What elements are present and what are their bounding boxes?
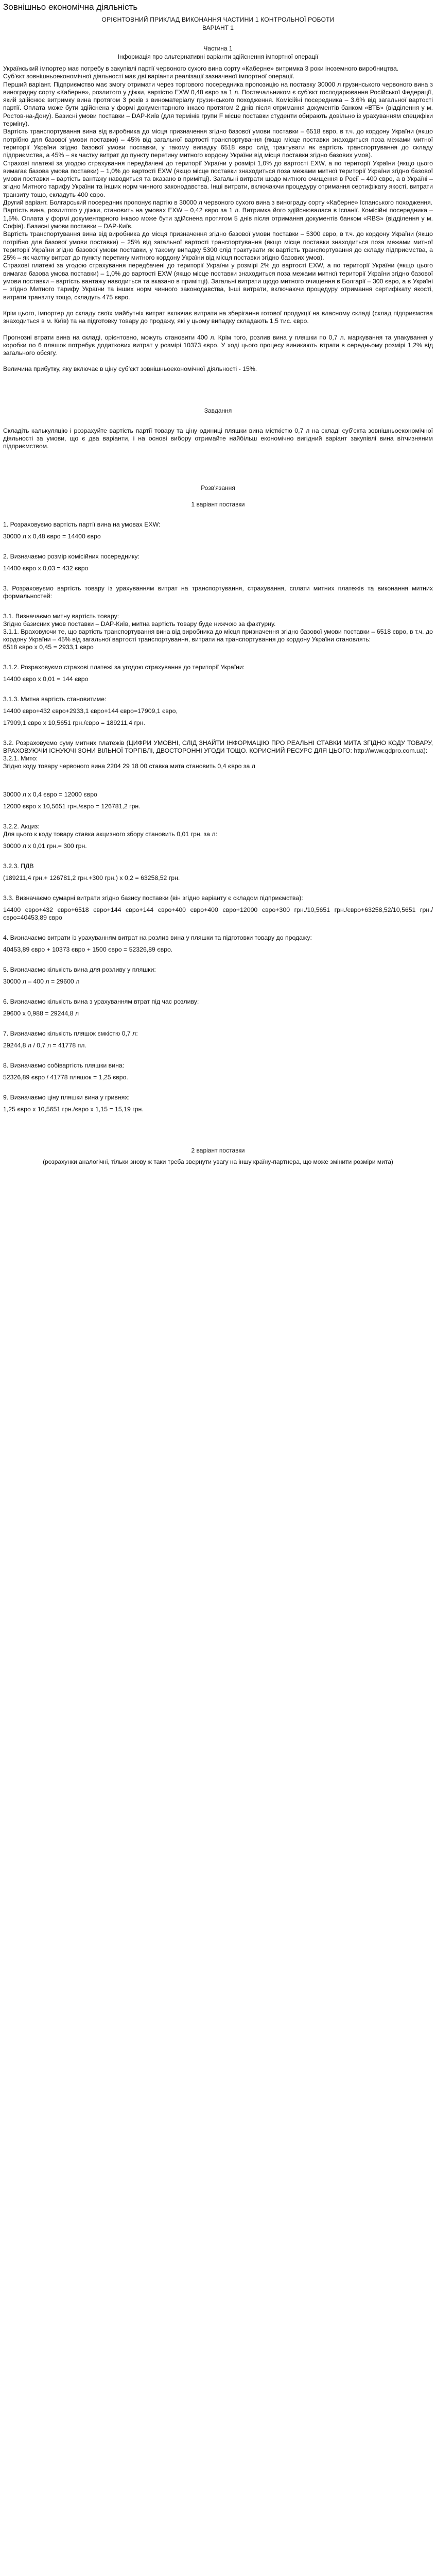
calculation-line: 4. Визначаємо витрати із урахуванням витрат на розлив вина у пляшки та підготовки товару до продажу: xyxy=(3,934,312,941)
calculation-line: 9. Визначаємо ціну пляшки вина у гривнях: xyxy=(3,1093,130,1101)
calculation-line: 1. Розраховуємо вартість партії вина на умовах EXW: xyxy=(3,520,161,528)
part1-paragraph: Страхові платежі за угодою страхування передбачені до території України у розмірі 1,0% до вартості EXW, а по території України (якщо цього вимагає базова умова поставки) – 1,0% до вартості EXW (якщо місце поставки знаходиться поза межами митної території України згідно базової умови поставки – вартість вантажу наводиться та вказано в примітці). Загальні витрати щодо митного очищення в Росії – 400 євро, а в Україні – згідно Митного тарифу України та інших норм чинного законодавства. Інші витрати, включаючи процедуру отримання сертифікату якості, витрати транзиту тощо, складуть 400 євро. xyxy=(3,159,433,198)
part1-paragraph: Крім цього, імпортер до складу своїх майбутніх витрат включає витрати на зберігання готової продукції на власному складі (склад підприємства знаходиться в м. Київ) та на підготовку товару до продажу, які у цьому випадку складають 1,5 тис. євро. xyxy=(3,309,433,325)
calculation-line: 17909,1 євро х 10,5651 грн./євро = 189211,4 грн. xyxy=(3,719,145,726)
task-text: Складіть калькуляцію і розрахуйте вартість партії товару та ціну одиниці пляшки вина місткістю 0,7 л на складі суб'єкта зовнішньоекономічної діяльності за умови, що є два варіанти, і на основі вибору отримайте найбільш економічно вигідний варіант закупівлі вина вітчизняним підприємством. xyxy=(3,427,433,450)
calculation-line: 3.3. Визначаємо сумарні витрати згідно базису поставки (він згідно варіанту є складом підприємства): xyxy=(3,894,303,902)
calculation-line: 2. Визначаємо розмір комісійних посереднику: xyxy=(3,552,139,560)
calculation-line: 30000 л х 0,01 грн.= 300 грн. xyxy=(3,842,87,850)
solution-heading: Розв'язання xyxy=(201,484,235,492)
calculation-line: 29244,8 л / 0,7 л = 41778 пл. xyxy=(3,1041,86,1049)
part1-paragraph: Суб'єкт зовнішньоекономічної діяльності має дві варіанти реалізації зазначеної імпортної операції. xyxy=(3,73,294,80)
calculation-line: 30000 л х 0,48 євро = 14400 євро xyxy=(3,532,101,540)
variant1-heading: 1 варіант поставки xyxy=(191,500,245,508)
part1-body xyxy=(3,65,433,374)
document-title: Зовнішньо економічна діяльність xyxy=(3,2,138,12)
calculation-line: 8. Визначаємо собівартість пляшки вина: xyxy=(3,1061,125,1069)
document-page xyxy=(0,0,436,1166)
calculation-line: 12000 євро х 10,5651 грн./євро = 126781,2 грн. xyxy=(3,802,141,810)
part1-paragraph: Страхові платежі за угодою страхування передбачені до території України у розмірі 2% до вартості EXW, а по території України (якщо цього вимагає базова умова поставки) – 1,0% до вартості EXW (якщо місце поставки знаходиться поза межами митної території України згідно базової умови поставки – вартість вантажу наводиться та вказано в примітці). Загальні витрати щодо митного очищення в Болгарії – 300 євро, а в Україні – згідно Митного тарифу України та інших норм чинного законодавства, Інші витрати, включаючи процедуру отримання сертифікату якості, витрати транзиту тощо, складуть 475 євро. xyxy=(3,262,433,301)
calculation-line: 30000 л – 400 л = 29600 л xyxy=(3,977,80,985)
task-heading: Завдання xyxy=(204,406,232,414)
part1-paragraph: Прогнозні втрати вина на складі, орієнтовно, можуть становити 400 л. Крім того, розлив вина у пляшки по 0,7 л. маркування та упакування у коробки по 6 пляшок потребує додаткових витрат у розмірі 10373 євро. У ході цього процесу виникають втрати в середньому розмірі 1,2% від загального обсягу. xyxy=(3,333,433,357)
calculation-line: 1,25 євро х 10,5651 грн./євро х 1,15 = 15,19 грн. xyxy=(3,1105,144,1113)
calculation-steps xyxy=(3,521,433,1113)
part1-paragraph: Український імпортер має потребу в закупівлі партії червоного сухого вина сорту «Каберне» витримка 3 роки іноземного виробництва. xyxy=(3,65,399,72)
calculation-line: 7. Визначаємо кількість пляшок ємкістю 0,7 л: xyxy=(3,1029,138,1037)
calculation-line: 14400 євро+432 євро+6518 євро+144 євро+144 євро+400 євро+400 євро+12000 євро+300 грн./10,5651 грн./євро+63258,52/10,5651 грн./євро=40453,89 євро xyxy=(3,906,433,921)
calculation-line: 3.2.1. Мито: xyxy=(3,754,38,762)
document-subtitle: ОРІЄНТОВНИЙ ПРИКЛАД ВИКОНАННЯ ЧАСТИНИ 1 КОНТРОЛЬНОЇ РОБОТИ xyxy=(101,16,335,23)
calculation-line: Для цього к коду товару ставка акцизного збору становить 0,01 грн. за л: xyxy=(3,830,217,838)
calculation-line: 52326,89 євро / 41778 пляшок = 1,25 євро. xyxy=(3,1073,128,1081)
calculation-line: 3. Розраховуємо вартість товару із урахуванням витрат на транспортування, страхування, сплати митних платежів та виконання митних формальностей: xyxy=(3,584,433,600)
part1-heading: Частина 1 xyxy=(203,45,233,52)
variant2-note: (розрахунки аналогічні, тільки знову ж таки треба звернути увагу на іншу країну-партнера, що може змінити розміри мита) xyxy=(43,1158,393,1165)
part1-paragraph: Другий варіант. Болгарський посередник пропонує партію в 30000 л червоного сухого вина з винограду сорту «Каберне» Іспанського походження. xyxy=(3,199,433,207)
calculation-line: Згідно базисних умов поставки – DAP-Київ, митна вартість товару буде нижчою за фактурну. xyxy=(3,620,276,628)
calculation-line: 14400 євро х 0,03 = 432 євро xyxy=(3,564,89,572)
calculation-line: 5. Визначаємо кількість вина для розливу у пляшки: xyxy=(3,965,156,973)
calculation-line: 3.2.2. Акциз: xyxy=(3,822,40,830)
calculation-line: 3.2. Розраховуємо суму митних платежів (ЦИФРИ УМОВНІ, СЛІД ЗНАЙТИ ІНФОРМАЦІЮ ПРО РЕАЛЬНІ СТАВКИ МИТА ЗГІДНО КОДУ ТОВАРУ, ВРАХОВУЮЧИ ІСНУЮЧІ ЗОНИ ВІЛЬНОЇ ТОРГІВЛІ, ДВОСТОРОННІ УГОДИ ТОЩО. КОРИСНИЙ РЕСУРС ДЛЯ ЦЬОГО: http://www.qdpro.com.ua): xyxy=(3,739,433,754)
part1-paragraph: Перший варіант. Підприємство має змогу отримати через торгового посередника пропозицію на поставку 30000 л грузинського червоного вина з виноградну сорту «Каберне», розлитого у діжки, вартістю EXW 0,48 євро за 1 л. Постачальником є суб'єкт господарювання Російської Федерації, який здійснює витримку вина протягом 3 років з виноматеріалу грузинського походження. Комісійні посередника – 3.6% від загальної вартості партії. Оплата може бути здійснена у формі документарного інкасо протягом 2 днів після отримання документів банком «ВТБ» (відділення у м. Ростов-на-Дону). Базисні умови поставки – DAP-Київ (для термінів групи F місце поставки студенти обирають довільно із урахуванням специфіки терміну). xyxy=(3,80,433,128)
part1-paragraph: Вартість вина, розлитого у діжки, становить на умовах EXW – 0,42 євро за 1 л. Витримка його здійснювалася в Іспанії. Комісійні посередника – 1,5%. Оплата у формі документарного інкасо може бути здійснена протягом 5 днів після отримання документів банком «RBS» (відділення у м. Софія). Базисні умови поставки – DAP-Київ. xyxy=(3,207,433,230)
calculation-line: 3.1. Визначаємо митну вартість товару: xyxy=(3,612,119,620)
calculation-line: 30000 л х 0,4 євро = 12000 євро xyxy=(3,790,97,798)
calculation-line: (189211,4 грн.+ 126781,2 грн.+300 грн.) х 0,2 = 63258,52 грн. xyxy=(3,874,180,882)
calculation-line: 14400 євро х 0,01 = 144 євро xyxy=(3,675,89,683)
calculation-line: 3.1.1. Враховуючи те, що вартість транспортування вина від виробника до місця призначення згідно базової умови поставки – 6518 євро, в т.ч. до кордону України – 45% від загальної вартості транспортування, витрати на транспортування до кордону України становлять: xyxy=(3,628,433,643)
part1-subheading: Інформація про альтернативні варіанти здійснення імпортної операції xyxy=(117,53,319,60)
part1-paragraph: Величина прибутку, яку включає в ціну суб'єкт зовнішньоекономічної діяльності - 15%. xyxy=(3,365,257,373)
calculation-line: 6. Визначаємо кількість вина з урахуванням втрат під час розливу: xyxy=(3,997,199,1005)
variant2-heading: 2 варіант поставки xyxy=(191,1146,245,1154)
variant-label: ВАРІАНТ 1 xyxy=(202,24,234,31)
calculation-line: 3.1.2. Розраховуємо страхові платежі за угодою страхування до території України: xyxy=(3,663,245,671)
calculation-line: Згідно коду товару червоного вина 2204 29 18 00 ставка мита становить 0,4 євро за л xyxy=(3,762,255,770)
calculation-line: 3.2.3. ПДВ xyxy=(3,862,34,870)
part1-paragraph: Вартість транспортування вина від виробника до місця призначення згідно базової умови поставки – 5300 євро, в т.ч. до кордону України (якщо потрібно для базової умови поставки) – 25% від загальної вартості транспортування (якщо місце поставки знаходиться поза межами митної території України згідно базової умови поставки, у такому випадку 5300 слід трактувати як вартість транспортування до складу підприємства, а 25% – як частку витрат до пункту перетину митного кордону України від місця поставки згідно базових умов). xyxy=(3,230,433,262)
calculation-line: 29600 х 0,988 = 29244,8 л xyxy=(3,1009,79,1017)
part1-paragraph: Вартість транспортування вина від виробника до місця призначення згідно базової умови поставки – 6518 євро, в т.ч. до кордону України (якщо потрібно для базової умови поставки) – 45% від загальної вартості транспортування (якщо місце поставки знаходиться поза межами митної території України згідно базової умови поставки, у такому випадку 6518 євро слід трактувати як вартість транспортування до складу підприємства, а 45% – як частку витрат до пункту перетину митного кордону України від місця поставки згідно базових умов). xyxy=(3,128,433,159)
calculation-line: 6518 євро х 0,45 = 2933,1 євро xyxy=(3,643,94,651)
calculation-line: 3.1.3. Митна вартість становитиме: xyxy=(3,695,107,703)
calculation-line: 40453,89 євро + 10373 євро + 1500 євро = 52326,89 євро. xyxy=(3,945,173,953)
calculation-line: 14400 євро+432 євро+2933,1 євро+144 євро=17909,1 євро, xyxy=(3,707,178,715)
